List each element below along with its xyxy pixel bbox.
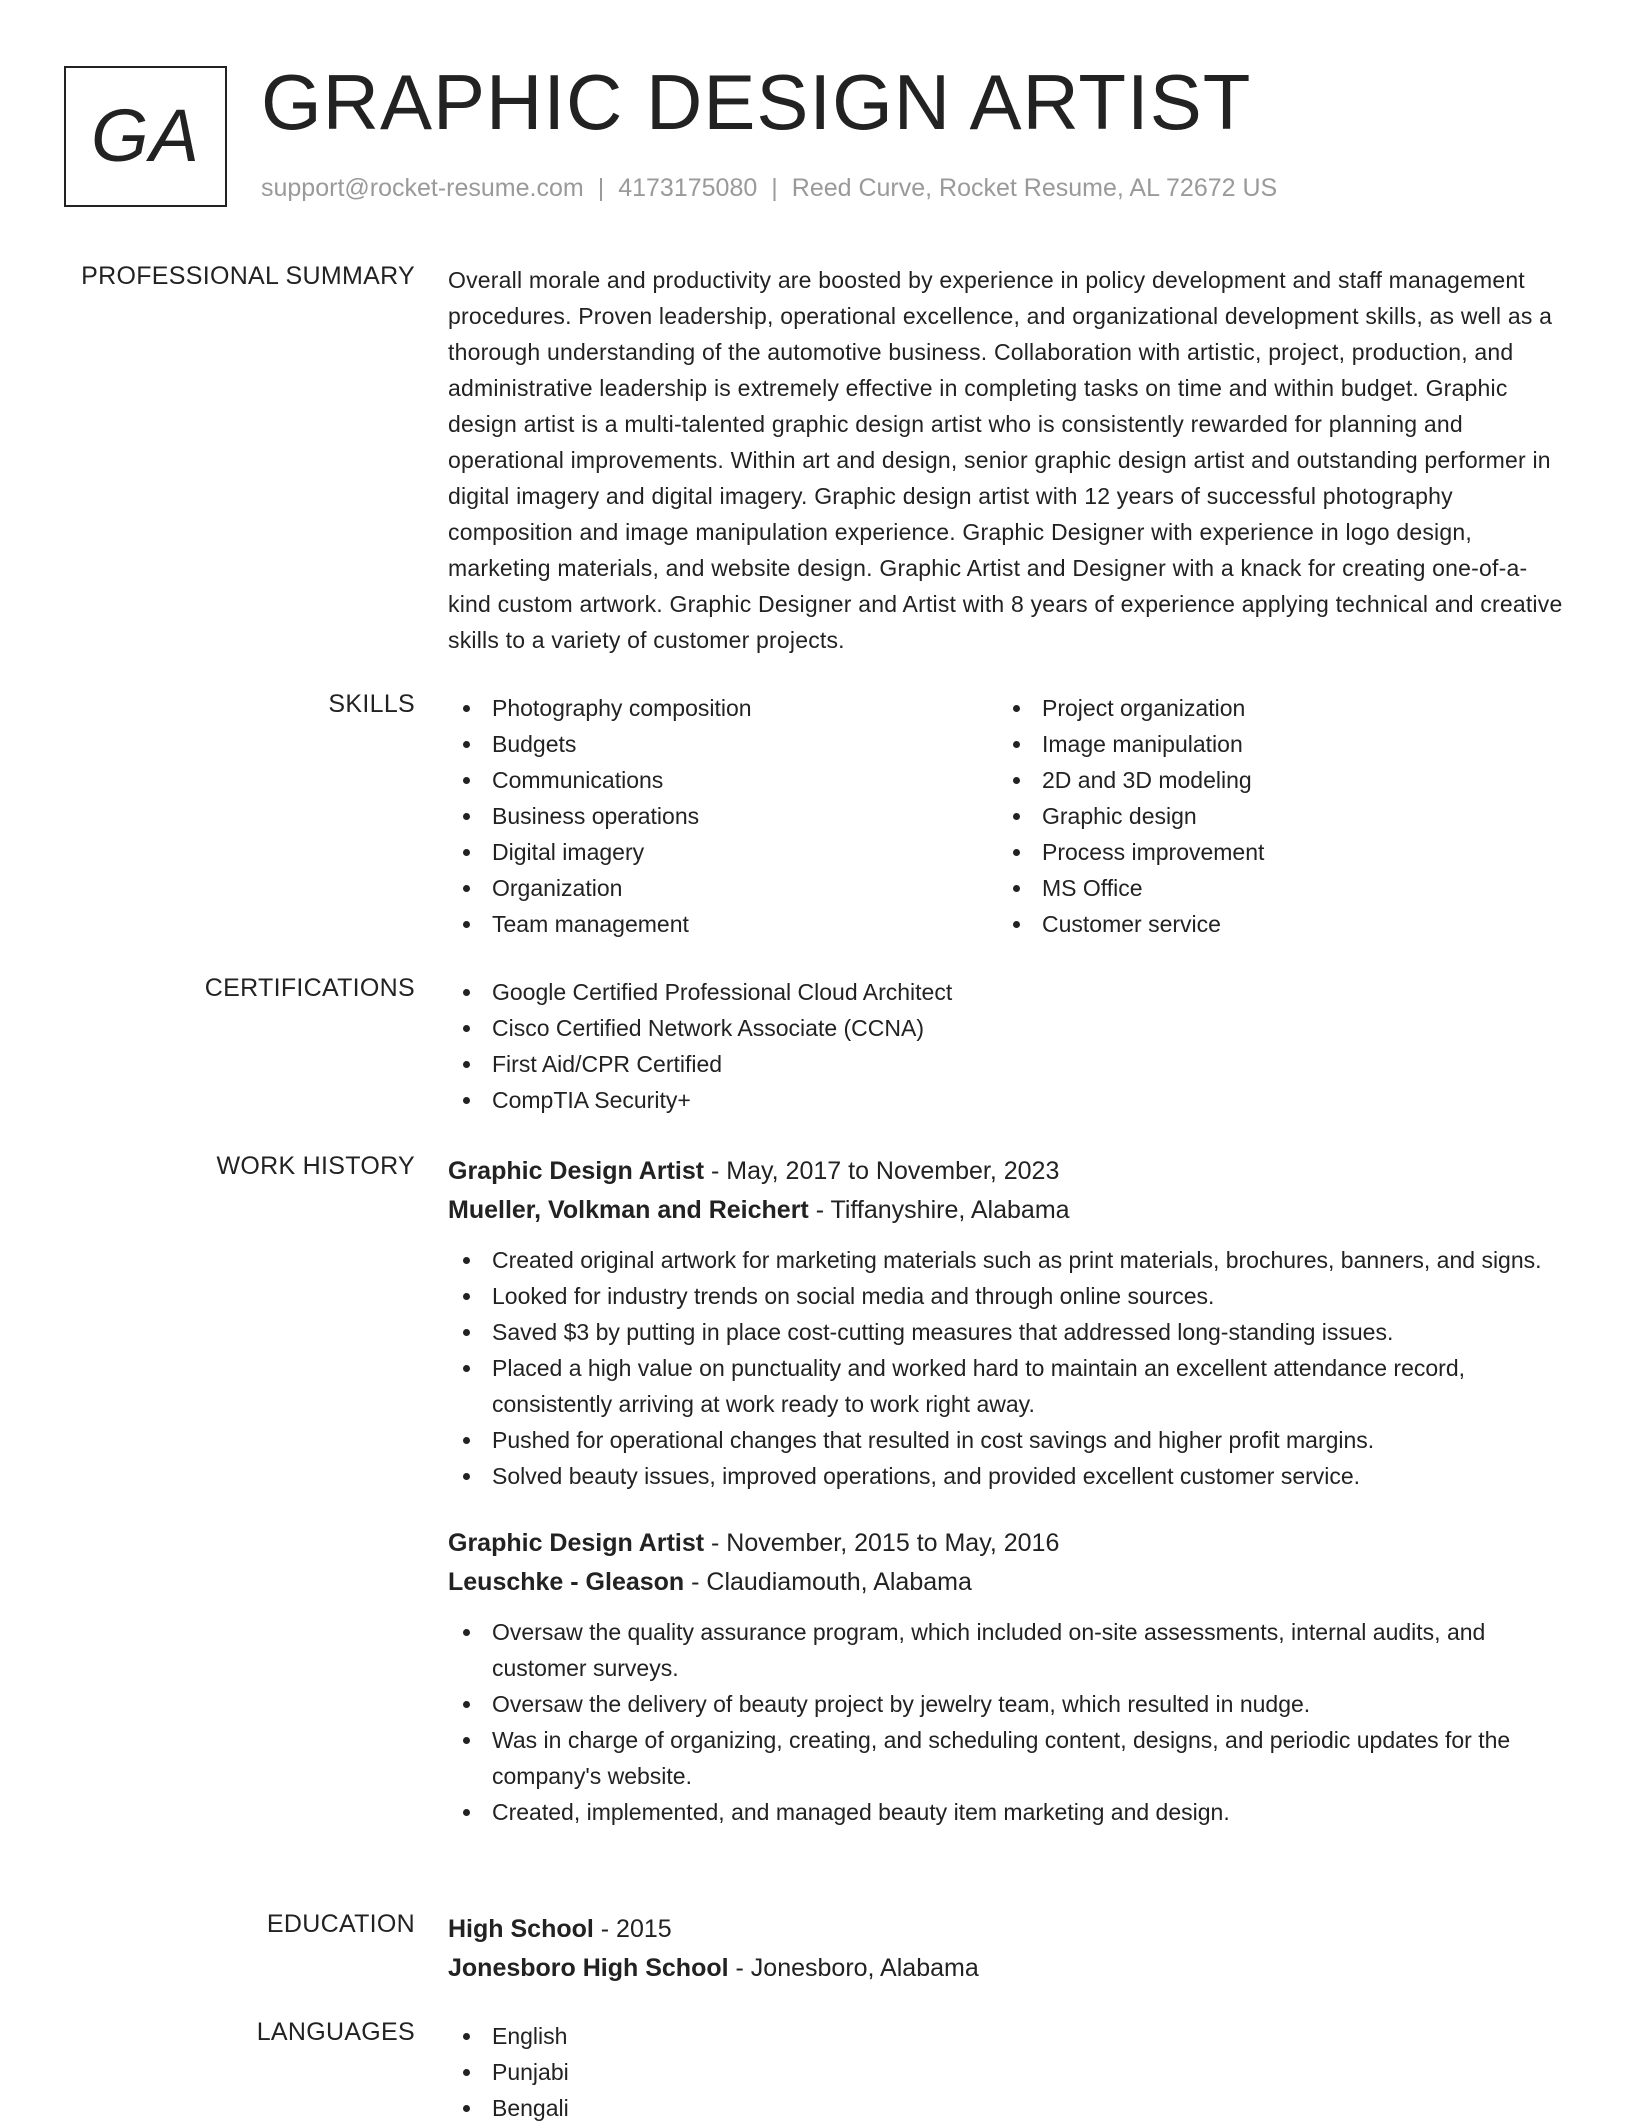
education-year: - 2015: [593, 1915, 672, 1943]
list-item: Photography composition: [448, 690, 998, 726]
job-title-line: [448, 1152, 1568, 1191]
section-heading-education: EDUCATION: [266, 1910, 415, 1938]
monogram-initials: GA: [91, 94, 200, 177]
list-item: Process improvement: [998, 834, 1548, 870]
education-school-line: [448, 1949, 1568, 1988]
section-heading-work-history: WORK HISTORY: [216, 1152, 415, 1180]
section-heading-summary: PROFESSIONAL SUMMARY: [81, 262, 415, 290]
section-heading-skills: SKILLS: [328, 690, 415, 718]
job-entry: [448, 1524, 1568, 1830]
list-item: Pushed for operational changes that resulted in cost savings and higher profit margins.: [448, 1422, 1568, 1458]
education-degree: High School: [448, 1915, 594, 1943]
list-item: Image manipulation: [998, 726, 1548, 762]
job-company: Mueller, Volkman and Reichert: [448, 1196, 809, 1224]
list-item: Bengali: [448, 2090, 1568, 2126]
list-item: Saved $3 by putting in place cost-cutting measures that addressed long-standing issues.: [448, 1314, 1568, 1350]
job-location: - Tiffanyshire, Alabama: [808, 1196, 1070, 1224]
list-item: Looked for industry trends on social media and through online sources.: [448, 1278, 1568, 1314]
contact-email: support@rocket-resume.com: [261, 174, 584, 202]
skills-list-right: [998, 690, 1548, 942]
job-duties-list: [448, 1242, 1568, 1494]
list-item: First Aid/CPR Certified: [448, 1046, 1568, 1082]
list-item: Solved beauty issues, improved operations, and provided excellent customer service.: [448, 1458, 1568, 1494]
list-item: Digital imagery: [448, 834, 998, 870]
list-item: Communications: [448, 762, 998, 798]
monogram-box: [64, 66, 227, 207]
list-item: Team management: [448, 906, 998, 942]
job-dates: - May, 2017 to November, 2023: [704, 1157, 1060, 1185]
list-item: English: [448, 2018, 1568, 2054]
list-item: Punjabi: [448, 2054, 1568, 2090]
education-school: Jonesboro High School: [448, 1954, 729, 1982]
job-title-line: [448, 1524, 1568, 1563]
list-item: Created original artwork for marketing materials such as print materials, brochures, banners, and signs.: [448, 1242, 1568, 1278]
list-item: Placed a high value on punctuality and worked hard to maintain an excellent attendance record, consistently arriving at work ready to work right away.: [448, 1350, 1568, 1422]
list-item: Customer service: [998, 906, 1548, 942]
job-company: Leuschke - Gleason: [448, 1568, 685, 1596]
job-company-line: [448, 1191, 1568, 1230]
education-location: - Jonesboro, Alabama: [728, 1954, 979, 1982]
list-item: Project organization: [998, 690, 1548, 726]
list-item: MS Office: [998, 870, 1548, 906]
list-item: Oversaw the quality assurance program, which included on-site assessments, internal audits, and customer surveys.: [448, 1614, 1568, 1686]
list-item: Google Certified Professional Cloud Architect: [448, 974, 1568, 1010]
contact-phone: 4173175080: [618, 174, 758, 202]
job-duties-list: [448, 1614, 1568, 1830]
certifications-list: [448, 974, 1568, 1118]
education-degree-line: [448, 1910, 1568, 1949]
list-item: 2D and 3D modeling: [998, 762, 1548, 798]
list-item: Created, implemented, and managed beauty item marketing and design.: [448, 1794, 1568, 1830]
job-location: - Claudiamouth, Alabama: [684, 1568, 972, 1596]
skills-list-left: [448, 690, 998, 942]
list-item: Organization: [448, 870, 998, 906]
list-item: Cisco Certified Network Associate (CCNA): [448, 1010, 1568, 1046]
contact-address: Reed Curve, Rocket Resume, AL 72672 US: [791, 174, 1278, 202]
summary-text: Overall morale and productivity are boosted by experience in policy development and staff management procedures. Proven leadership, operational excellence, and organizational development skills, as well as a thorough understanding of the automotive business. Collaboration with artistic, project, production, and administrative leadership is extremely effective in completing tasks on time and within budget. Graphic design artist is a multi-talented graphic design artist who is consistently rewarded for planning and operational improvements. Within art and design, senior graphic design artist and outstanding performer in digital imagery and digital imagery. Graphic design artist with 12 years of successful photography composition and image manipulation experience. Graphic Designer with experience in logo design, marketing materials, and website design. Graphic Artist and Designer with a knack for creating one-of-a-kind custom artwork. Graphic Designer and Artist with 8 years of experience applying technical and creative skills to a variety of customer projects.: [448, 267, 1563, 653]
section-heading-languages: LANGUAGES: [256, 2018, 415, 2046]
list-item: Business operations: [448, 798, 998, 834]
job-title: Graphic Design Artist: [448, 1157, 705, 1185]
contact-separator: |: [771, 174, 778, 202]
candidate-name: GRAPHIC DESIGN ARTIST: [261, 58, 1252, 146]
job-dates: - November, 2015 to May, 2016: [704, 1529, 1060, 1557]
job-company-line: [448, 1563, 1568, 1602]
section-heading-certifications: CERTIFICATIONS: [204, 974, 415, 1002]
list-item: Graphic design: [998, 798, 1548, 834]
list-item: Oversaw the delivery of beauty project by jewelry team, which resulted in nudge.: [448, 1686, 1568, 1722]
contact-separator: |: [597, 174, 605, 202]
list-item: CompTIA Security+: [448, 1082, 1568, 1118]
contact-line: [261, 174, 1277, 203]
list-item: Was in charge of organizing, creating, and scheduling content, designs, and periodic updates for the company's website.: [448, 1722, 1568, 1794]
list-item: Budgets: [448, 726, 998, 762]
job-title: Graphic Design Artist: [448, 1529, 705, 1557]
languages-list: [448, 2018, 1568, 2126]
job-entry: [448, 1152, 1568, 1494]
